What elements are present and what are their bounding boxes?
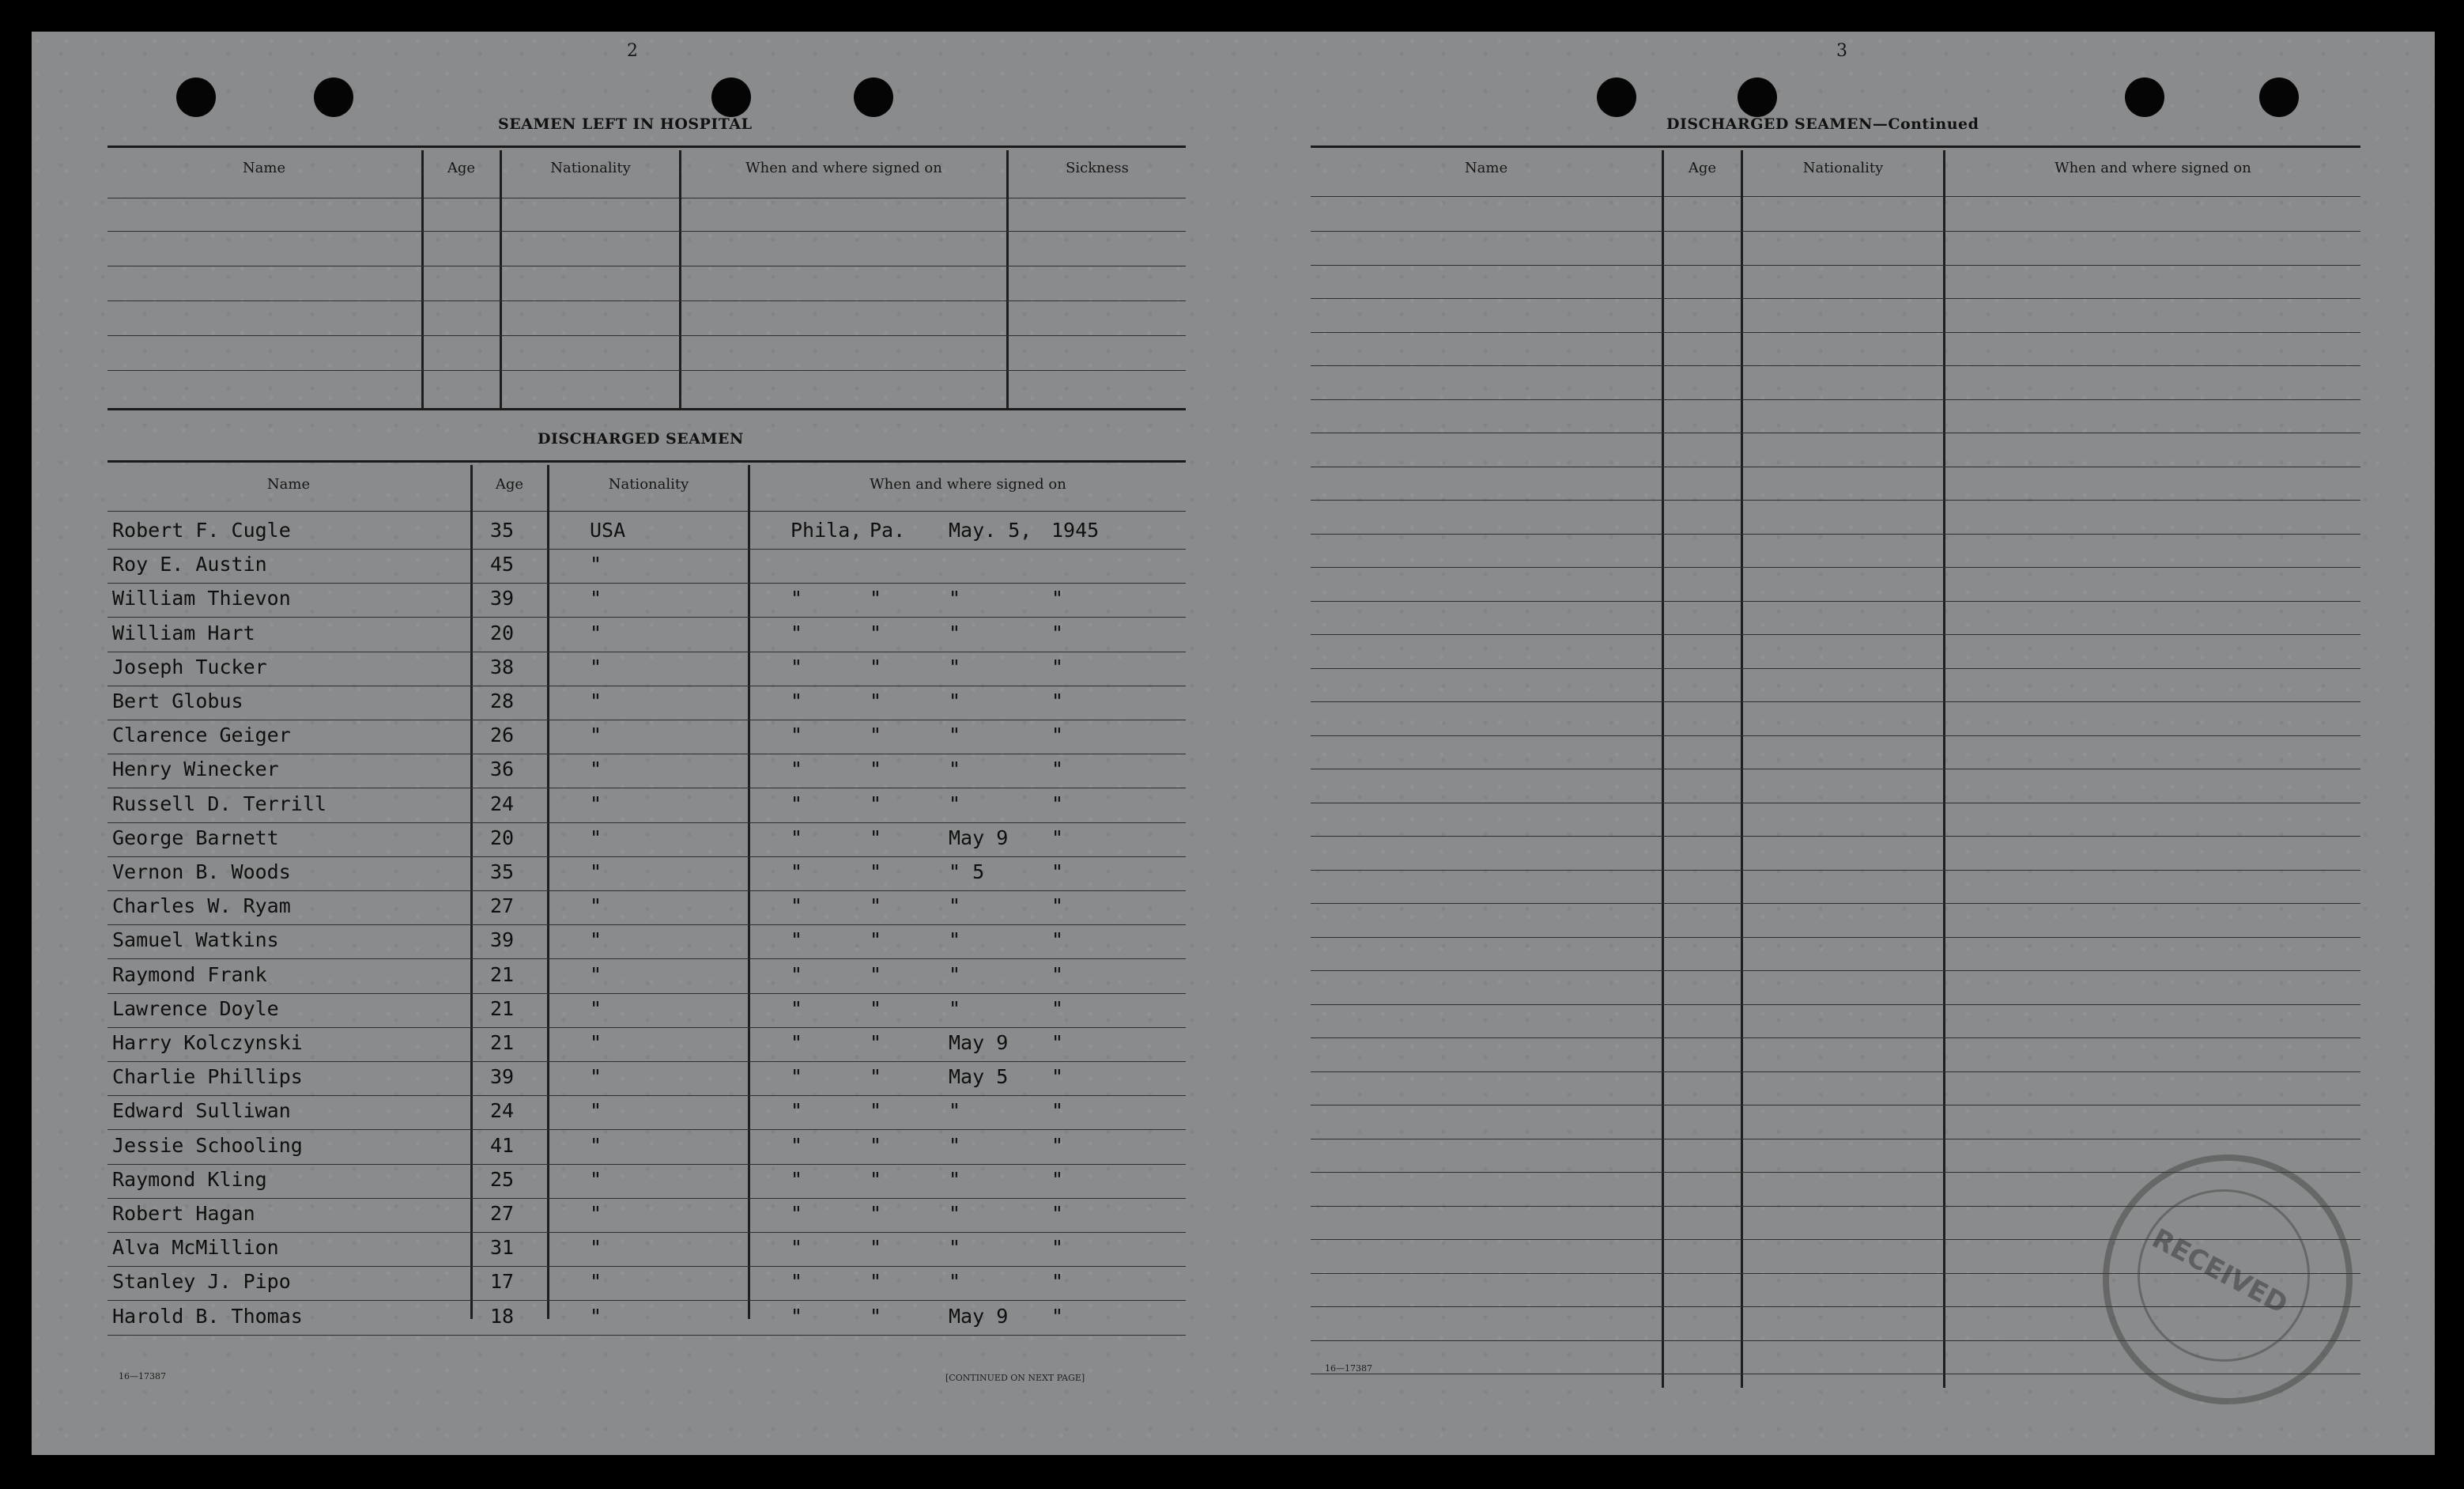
signed-on-date: " [949,963,961,986]
signed-on-date: " [949,1134,961,1157]
seaman-age: 24 [490,1099,515,1122]
row-rule [1311,332,2360,333]
signed-on-year: " [1051,1270,1064,1293]
punch-hole [176,77,216,117]
signed-on-date: " [949,758,961,780]
table-rule [108,370,1186,371]
seaman-name: Joseph Tucker [112,656,267,678]
signed-on-state: " [870,860,882,883]
signed-on-year: " [1051,690,1064,712]
signed-on-year: " [1051,724,1064,746]
seaman-name: Robert F. Cugle [112,519,291,542]
discharged-header-signed-on: When and where signed on [870,476,1066,493]
row-rule [1311,567,2360,568]
seaman-nationality: " [590,1202,602,1225]
row-rule [1311,903,2360,904]
seaman-age: 17 [490,1270,515,1293]
punch-hole [2125,77,2164,117]
signed-on-date: " [949,587,961,610]
punch-hole [1597,77,1636,117]
signed-on-state: " [870,1065,882,1088]
page-number: 2 [627,41,638,61]
signed-on-state: " [870,1270,882,1293]
hospital-header-nationality: Nationality [550,160,631,176]
row-rule [1311,534,2360,535]
signed-on-state: " [870,1031,882,1054]
discharged-header-name: Name [266,476,311,493]
hospital-header-signed-on: When and where signed on [745,160,942,176]
row-rule [108,583,1186,584]
row-rule [1311,1037,2360,1038]
seaman-nationality: " [590,724,602,746]
punch-hole [2259,77,2299,117]
seaman-nationality: " [590,622,602,644]
signed-on-year: " [1051,1065,1064,1088]
row-rule [108,890,1186,891]
row-rule [108,822,1186,823]
signed-on-place: " [791,1305,803,1328]
seaman-name: William Thievon [112,587,291,610]
signed-on-year: " [1051,1031,1064,1054]
signed-on-state: " [870,1099,882,1122]
signed-on-place: " [791,1099,803,1122]
signed-on-date: May 9 [949,1305,1009,1328]
signed-on-state: " [870,997,882,1020]
row-rule [1311,668,2360,669]
continued-header-nationality: Nationality [1802,160,1884,176]
seaman-nationality: " [590,792,602,815]
row-rule [108,617,1186,618]
punch-hole [711,77,751,117]
signed-on-place: " [791,724,803,746]
seaman-name: Robert Hagan [112,1202,255,1225]
signed-on-place: " [791,928,803,951]
seaman-age: 21 [490,963,515,986]
seaman-nationality: " [590,997,602,1020]
seaman-age: 28 [490,690,515,712]
signed-on-year: " [1051,963,1064,986]
seaman-name: Jessie Schooling [112,1134,303,1157]
continued-header-name: Name [1464,160,1508,176]
seaman-nationality: " [590,894,602,917]
seaman-age: 36 [490,758,515,780]
signed-on-date: May. 5, [949,519,1032,542]
row-rule [108,1027,1186,1028]
signed-on-year: " [1051,1168,1064,1191]
signed-on-year: " [1051,587,1064,610]
seaman-nationality: " [590,656,602,678]
signed-on-state: " [870,928,882,951]
seaman-nationality: " [590,553,602,576]
divider [108,408,1186,410]
signed-on-year: " [1051,1099,1064,1122]
signed-on-place: " [791,1168,803,1191]
seaman-name: Raymond Frank [112,963,267,986]
signed-on-place: " [791,963,803,986]
row-rule [1311,1004,2360,1005]
signed-on-date: May 9 [949,826,1009,849]
seaman-nationality: " [590,860,602,883]
divider [108,511,1186,512]
seaman-age: 27 [490,894,515,917]
signed-on-state: " [870,1168,882,1191]
row-rule [1311,836,2360,837]
seaman-name: Harry Kolczynski [112,1031,303,1054]
seaman-name: Raymond Kling [112,1168,267,1191]
row-rule [108,1266,1186,1267]
signed-on-year: " [1051,792,1064,815]
discharged-header-nationality: Nationality [608,476,689,493]
signed-on-date: " [949,1270,961,1293]
signed-on-state: " [870,1236,882,1259]
row-rule [1311,735,2360,736]
discharged-header-age: Age [495,476,524,493]
signed-on-state: " [870,1305,882,1328]
row-rule [108,958,1186,959]
seaman-nationality: " [590,963,602,986]
row-rule [108,993,1186,994]
seaman-nationality: " [590,758,602,780]
divider [1311,145,2360,148]
continued-header-signed-on: When and where signed on [2055,160,2251,176]
row-rule [108,1198,1186,1199]
seaman-age: 39 [490,587,515,610]
seaman-name: Charlie Phillips [112,1065,303,1088]
seaman-age: 26 [490,724,515,746]
seaman-name: Alva McMillion [112,1236,279,1259]
received-stamp [2103,1155,2353,1404]
row-rule [108,1061,1186,1062]
seaman-name: George Barnett [112,826,279,849]
signed-on-year: 1945 [1051,519,1100,542]
row-rule [108,1095,1186,1096]
seaman-nationality: " [590,928,602,951]
signed-on-date: " [949,1099,961,1122]
seaman-name: Samuel Watkins [112,928,279,951]
seaman-age: 20 [490,826,515,849]
signed-on-year: " [1051,1134,1064,1157]
signed-on-state: " [870,656,882,678]
seaman-nationality: " [590,826,602,849]
seaman-nationality: " [590,1134,602,1157]
seaman-age: 39 [490,1065,515,1088]
row-rule [1311,265,2360,266]
divider [1311,196,2360,197]
seaman-age: 45 [490,553,515,576]
signed-on-year: " [1051,826,1064,849]
signed-on-year: " [1051,758,1064,780]
signed-on-place: " [791,622,803,644]
seaman-age: 35 [490,519,515,542]
seaman-name: William Hart [112,622,255,644]
signed-on-place: " [791,894,803,917]
signed-on-state: " [870,622,882,644]
signed-on-state: " [870,587,882,610]
signed-on-place: " [791,587,803,610]
seaman-age: 35 [490,860,515,883]
row-rule [108,1232,1186,1233]
form-number: 16—17387 [1325,1363,1372,1374]
seaman-name: Vernon B. Woods [112,860,291,883]
page-number: 3 [1836,41,1847,61]
seaman-name: Roy E. Austin [112,553,267,576]
signed-on-place: " [791,1236,803,1259]
stamp-text: RECEIVED [2146,1223,2293,1321]
row-rule [108,1164,1186,1165]
seaman-nationality: USA [590,519,626,542]
signed-on-place: " [791,1202,803,1225]
punch-hole [1738,77,1777,117]
seaman-nationality: " [590,1236,602,1259]
seaman-name: Lawrence Doyle [112,997,279,1020]
row-rule [1311,1071,2360,1072]
signed-on-date: " [949,656,961,678]
discharged-continued-title: DISCHARGED SEAMEN—Continued [1666,115,1979,133]
signed-on-date: " [949,724,961,746]
continued-note: [CONTINUED ON NEXT PAGE] [945,1373,1085,1383]
signed-on-place: " [791,1031,803,1054]
signed-on-place: " [791,792,803,815]
row-rule [1311,365,2360,366]
signed-on-place: " [791,1065,803,1088]
signed-on-state: " [870,894,882,917]
seaman-nationality: " [590,1099,602,1122]
signed-on-year: " [1051,1236,1064,1259]
seaman-age: 21 [490,1031,515,1054]
signed-on-year: " [1051,622,1064,644]
signed-on-year: " [1051,894,1064,917]
table-rule [108,335,1186,336]
row-rule [108,549,1186,550]
divider [108,145,1186,148]
seaman-name: Henry Winecker [112,758,279,780]
hospital-section-title: SEAMEN LEFT IN HOSPITAL [498,115,753,133]
punch-hole [854,77,893,117]
hospital-header-age: Age [447,160,476,176]
seaman-name: Charles W. Ryam [112,894,291,917]
row-rule [1311,870,2360,871]
seaman-age: 25 [490,1168,515,1191]
seaman-nationality: " [590,1168,602,1191]
signed-on-date: May 9 [949,1031,1009,1054]
row-rule [108,1129,1186,1130]
signed-on-state: " [870,792,882,815]
signed-on-place: " [791,997,803,1020]
divider [108,460,1186,463]
row-rule [1311,601,2360,602]
seaman-age: 18 [490,1305,515,1328]
row-rule [1311,399,2360,400]
signed-on-date: May 5 [949,1065,1009,1088]
signed-on-date: " [949,792,961,815]
continued-header-age: Age [1688,160,1717,176]
signed-on-year: " [1051,928,1064,951]
seaman-nationality: " [590,1065,602,1088]
signed-on-date: " [949,1168,961,1191]
row-rule [108,924,1186,925]
signed-on-date: " [949,1202,961,1225]
signed-on-date: " [949,1236,961,1259]
seaman-name: Bert Globus [112,690,243,712]
seaman-nationality: " [590,1305,602,1328]
signed-on-state: " [870,690,882,712]
seaman-age: 31 [490,1236,515,1259]
signed-on-date: " [949,997,961,1020]
signed-on-year: " [1051,860,1064,883]
row-rule [1311,937,2360,938]
signed-on-state: " [870,1202,882,1225]
punch-hole [314,77,353,117]
seaman-name: Harold B. Thomas [112,1305,303,1328]
signed-on-place: " [791,1270,803,1293]
document-sheet [32,32,2435,1455]
discharged-section-title: DISCHARGED SEAMEN [538,430,744,448]
table-rule [108,231,1186,232]
seaman-age: 41 [490,1134,515,1157]
signed-on-date: " 5 [949,860,985,883]
seaman-age: 24 [490,792,515,815]
row-rule [108,1335,1186,1336]
signed-on-date: " [949,622,961,644]
hospital-header-name: Name [242,160,286,176]
row-rule [108,1300,1186,1301]
signed-on-place: " [791,656,803,678]
seaman-name: Stanley J. Pipo [112,1270,291,1293]
signed-on-state: " [870,826,882,849]
seaman-nationality: " [590,690,602,712]
signed-on-state: " [870,1134,882,1157]
seaman-nationality: " [590,1031,602,1054]
row-rule [1311,231,2360,232]
signed-on-year: " [1051,1305,1064,1328]
signed-on-year: " [1051,1202,1064,1225]
signed-on-date: " [949,928,961,951]
seaman-name: Russell D. Terrill [112,792,326,815]
signed-on-place: " [791,826,803,849]
row-rule [1311,701,2360,702]
signed-on-place: " [791,1134,803,1157]
column-rule [547,465,549,1319]
signed-on-year: " [1051,997,1064,1020]
seaman-age: 38 [490,656,515,678]
signed-on-state: Pa. [870,519,906,542]
seaman-name: Clarence Geiger [112,724,291,746]
seaman-age: 20 [490,622,515,644]
table-rule [108,300,1186,301]
signed-on-year: " [1051,656,1064,678]
row-rule [108,856,1186,857]
signed-on-place: " [791,690,803,712]
signed-on-date: " [949,690,961,712]
column-rule [748,465,750,1319]
seaman-age: 27 [490,1202,515,1225]
seaman-nationality: " [590,1270,602,1293]
column-rule [470,465,473,1319]
signed-on-state: " [870,963,882,986]
row-rule [1311,298,2360,299]
seaman-age: 21 [490,997,515,1020]
signed-on-place: " [791,758,803,780]
hospital-header-sickness: Sickness [1066,160,1129,176]
signed-on-state: " [870,724,882,746]
form-number: 16—17387 [119,1371,166,1381]
signed-on-place: Phila, [791,519,862,542]
seaman-nationality: " [590,587,602,610]
row-rule [1311,500,2360,501]
signed-on-place: " [791,860,803,883]
row-rule [1311,634,2360,635]
seaman-age: 39 [490,928,515,951]
signed-on-date: " [949,894,961,917]
row-rule [1311,970,2360,971]
signed-on-state: " [870,758,882,780]
seaman-name: Edward Sulliwan [112,1099,291,1122]
